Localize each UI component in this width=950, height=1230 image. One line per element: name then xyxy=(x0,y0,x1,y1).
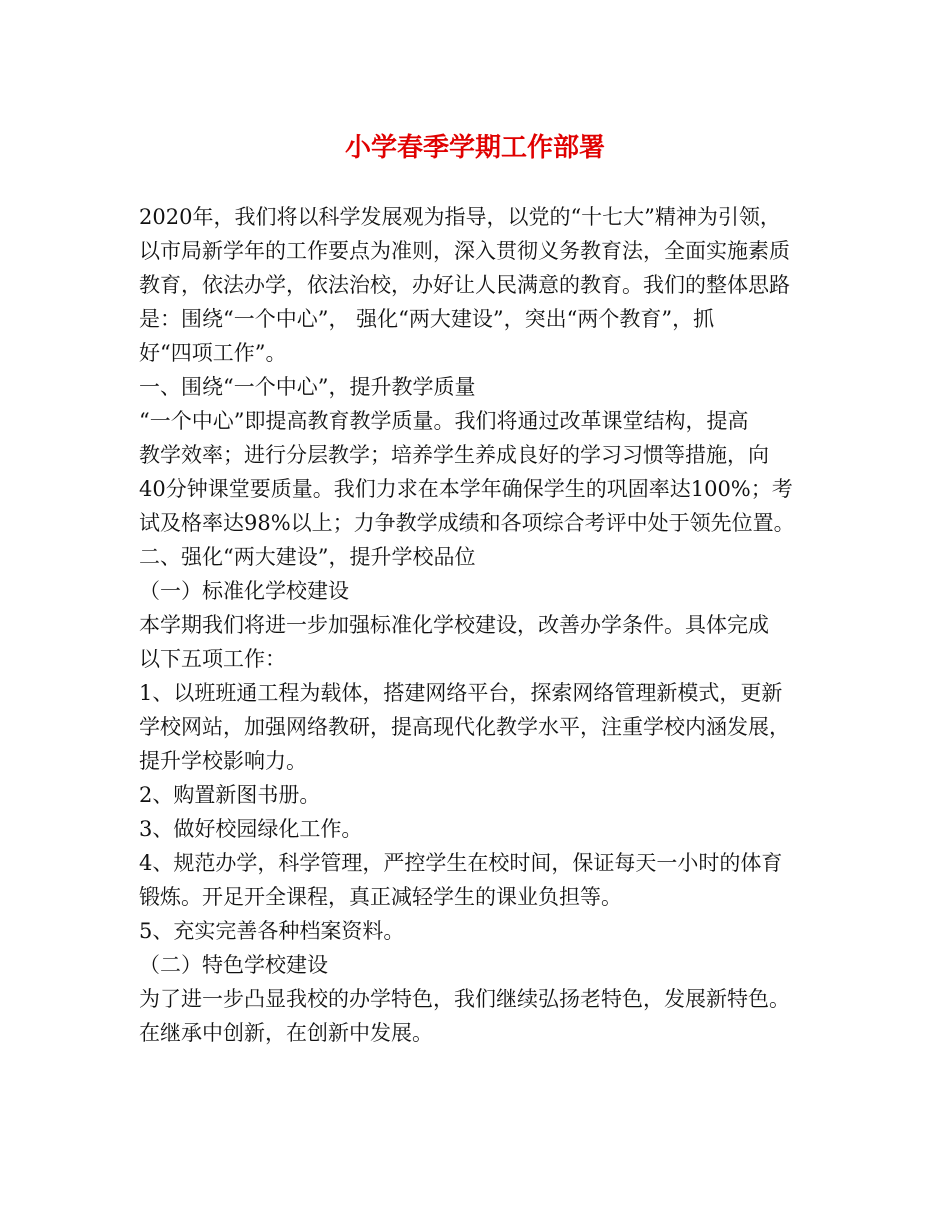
body-line: 2020年，我们将以科学发展观为指导，以党的“十七大”精神为引领， xyxy=(139,205,781,229)
body-line: 40分钟课堂要质量。我们力求在本学年确保学生的巩固率达100%；考 xyxy=(139,477,793,501)
list-item: 2、购置新图书册。 xyxy=(139,783,321,807)
body-line: “一个中心”即提高教育教学质量。我们将通过改革课堂结构，提高 xyxy=(139,409,749,433)
subsection-heading-1: （一）标准化学校建设 xyxy=(139,579,349,603)
body-line: 好“四项工作”。 xyxy=(139,341,287,365)
body-line: 提升学校影响力。 xyxy=(139,749,307,773)
body-line: 本学期我们将进一步加强标准化学校建设，改善办学条件。具体完成 xyxy=(139,613,769,637)
section-heading-2: 二、强化“两大建设”，提升学校品位 xyxy=(139,545,476,569)
document-title: 小学春季学期工作部署 xyxy=(344,133,605,163)
body-line: 为了进一步凸显我校的办学特色，我们继续弘扬老特色，发展新特色。 xyxy=(139,987,790,1011)
list-item: 1、以班班通工程为载体，搭建网络平台，探索网络管理新模式，更新 xyxy=(139,681,783,705)
section-heading-1: 一、围绕“一个中心”，提升教学质量 xyxy=(139,375,476,399)
body-line: 教学效率；进行分层教学；培养学生养成良好的学习习惯等措施，向 xyxy=(139,443,769,467)
body-line: 试及格率达98%以上；力争教学成绩和各项综合考评中处于领先位置。 xyxy=(139,511,795,535)
document-body xyxy=(139,200,829,1050)
subsection-heading-2: （二）特色学校建设 xyxy=(139,953,328,977)
body-line: 教育，依法办学，依法治校，办好让人民满意的教育。我们的整体思路 xyxy=(139,273,790,297)
body-line: 以下五项工作： xyxy=(139,647,286,671)
list-item: 5、充实完善各种档案资料。 xyxy=(139,919,405,943)
body-line: 在继承中创新，在创新中发展。 xyxy=(139,1021,433,1045)
body-line: 锻炼。开足开全课程，真正减轻学生的课业负担等。 xyxy=(139,885,622,909)
body-line: 学校网站，加强网络教研，提高现代化教学水平，注重学校内涵发展， xyxy=(139,715,790,739)
list-item: 3、做好校园绿化工作。 xyxy=(139,817,363,841)
list-item: 4、规范办学，科学管理，严控学生在校时间，保证每天一小时的体育 xyxy=(139,851,783,875)
body-line: 以市局新学年的工作要点为准则，深入贯彻义务教育法，全面实施素质 xyxy=(139,239,790,263)
body-line: 是：围绕“一个中心”， 强化“两大建设”，突出“两个教育”，抓 xyxy=(139,307,715,331)
